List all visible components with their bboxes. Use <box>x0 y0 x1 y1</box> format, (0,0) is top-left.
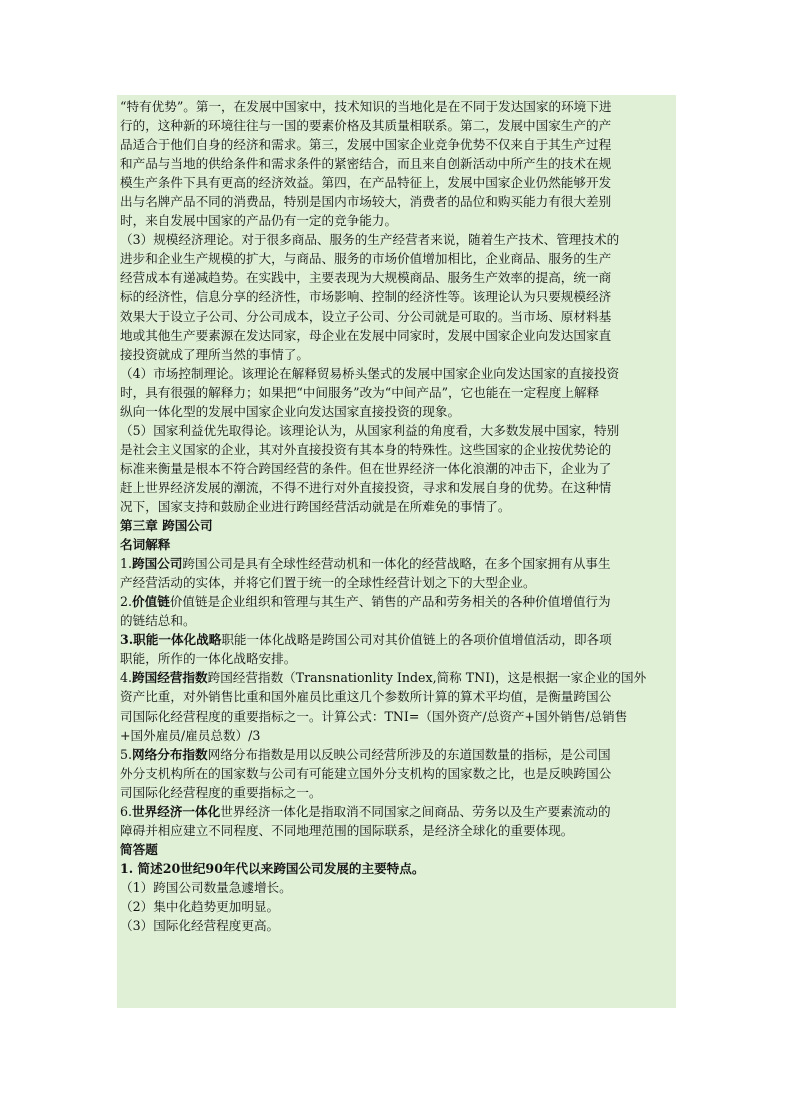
term-label: 职能一体化战略 <box>133 632 222 648</box>
line-text: 职能一体化战略是跨国公司对其价值链上的各项价值增值活动，即各项 <box>221 632 612 648</box>
line-text: 产经营活动的实体，并将它们置于统一的全球性经营计划之下的大型企业。 <box>120 575 536 591</box>
document-text-block <box>117 95 676 1008</box>
text-line <box>120 554 673 573</box>
term-label: 世界经济一体化 <box>132 803 221 819</box>
text-line <box>120 592 673 611</box>
line-text: 外分支机构所在的国家数与公司有可能建立国外分支机构的国家数之比，也是反映跨国公 <box>120 765 612 781</box>
text-line <box>120 116 673 135</box>
line-text: +国外雇员/雇员总数）/3 <box>120 727 261 743</box>
line-text: 价值链是企业组织和管理与其生产、销售的产品和劳务相关的各种价值增值行为 <box>169 594 611 610</box>
line-text: 资产比重，对外销售比重和国外雇员比重这几个参数所计算的算术平均值，是衡量跨国公 <box>120 689 612 705</box>
text-line <box>120 821 673 840</box>
text-line <box>120 230 673 249</box>
text-line <box>120 783 673 802</box>
line-text: 网络分布指数是用以反映公司经营所涉及的东道国数量的指标，是公司国 <box>207 746 611 762</box>
line-text: 出与名牌产品不同的消费品，特别是国内市场较大，消费者的品位和购买能力有很大差别 <box>120 194 612 210</box>
text-line <box>120 897 673 916</box>
line-text: 司国际化经营程度的重要指标之一。计算公式：TNI=（国外资产/总资产+国外销售/总销售 <box>120 708 628 724</box>
text-line <box>120 630 673 649</box>
line-text: （3）国际化经营程度更高。 <box>120 918 280 934</box>
line-text: 标准来衡量是根本不符合跨国经营的条件。但在世界经济一体化浪潮的冲击下，企业为了 <box>120 460 612 476</box>
line-text: （4）市场控制理论。该理论在解释贸易桥头堡式的发展中国家企业向发达国家的直接投资 <box>120 365 620 381</box>
text-line <box>120 307 673 326</box>
line-text: 品适合于他们自身的经济和需求。第三，发展中国家企业竞争优势不仅来自于其生产过程 <box>120 137 612 153</box>
line-text: 1. 简述20世纪90年代以来跨国公司发展的主要特点。 <box>120 860 425 876</box>
text-line <box>120 402 673 421</box>
line-text: 简答题 <box>120 841 158 857</box>
line-text: 模生产条件下具有更高的经济效益。第四，在产品特征上，发展中国家企业仍然能够开发 <box>120 175 612 191</box>
line-text: 标的经济性，信息分享的经济性，市场影响、控制的经济性等。该理论认为只要规模经济 <box>120 289 612 305</box>
text-line <box>120 135 673 154</box>
line-text: （1）跨国公司数量急遽增长。 <box>120 879 292 895</box>
line-text: “特有优势”。第一，在发展中国家中，技术知识的当地化是在不同于发达国家的环境下进 <box>120 99 612 114</box>
line-text: 赶上世界经济发展的潮流，不得不进行对外直接投资，寻求和发展自身的优势。在这种情 <box>120 479 612 495</box>
text-line <box>120 497 673 516</box>
text-line <box>120 878 673 897</box>
text-line <box>120 535 673 554</box>
line-text: 接投资就成了理所当然的事情了。 <box>120 346 309 362</box>
item-number: 5. <box>120 746 133 762</box>
text-line <box>120 516 673 535</box>
text-line <box>120 192 673 211</box>
line-text: 职能，所作的一体化战略安排。 <box>120 651 297 667</box>
text-line <box>120 916 673 935</box>
text-line <box>120 802 673 821</box>
line-text: 和产品与当地的供给条件和需求条件的紧密结合，而且来自创新活动中所产生的技术在规 <box>120 156 612 172</box>
text-line <box>120 687 673 706</box>
text-line <box>120 287 673 306</box>
text-line <box>120 364 673 383</box>
line-text: 障碍并相应建立不同程度、不同地理范围的国际联系，是经济全球化的重要体现。 <box>120 822 574 838</box>
line-text: 经营成本有递减趋势。在实践中，主要表现为大规模商品、服务生产效率的提高，统一商 <box>120 270 612 286</box>
term-label: 跨国经营指数 <box>132 670 208 686</box>
text-line <box>120 459 673 478</box>
line-text: 进步和企业生产规模的扩大，与商品、服务的市场价值增加相比，企业商品、服务的生产 <box>120 251 612 267</box>
text-line <box>120 707 673 726</box>
text-line <box>120 97 673 116</box>
line-text: 效果大于设立子公司、分公司成本，设立子公司、分公司就是可取的。当市场、原材料基 <box>120 308 612 324</box>
line-text: （3）规模经济理论。对于很多商品、服务的生产经营者来说，随着生产技术、管理技术的 <box>120 232 620 248</box>
text-line <box>120 154 673 173</box>
text-line <box>120 440 673 459</box>
item-number: 1. <box>120 556 133 572</box>
text-line <box>120 326 673 345</box>
text-line <box>120 421 673 440</box>
item-number: 2. <box>120 594 133 610</box>
text-line <box>120 840 673 859</box>
line-text: 时，来自发展中国家的产品仍有一定的竞争能力。 <box>120 213 398 229</box>
text-line <box>120 668 673 687</box>
term-label: 网络分布指数 <box>132 746 208 762</box>
line-text: 纵向一体化型的发展中国家企业向发达国家直接投资的现象。 <box>120 403 461 419</box>
text-line <box>120 726 673 745</box>
text-line <box>120 383 673 402</box>
text-line <box>120 345 673 364</box>
item-number: 4. <box>120 670 133 686</box>
text-line <box>120 268 673 287</box>
item-number: 3. <box>120 632 134 648</box>
line-text: 时，具有很强的解释力；如果把“中间服务”改为“中间产品”，它也能在一定程度上解释 <box>120 384 600 400</box>
line-text: 司国际化经营程度的重要指标之一。 <box>120 784 322 800</box>
line-text: 跨国公司是具有全球性经营动机和一体化的经营战略，在多个国家拥有从事生 <box>182 556 611 572</box>
text-line <box>120 745 673 764</box>
line-text: 的链结总和。 <box>120 613 196 629</box>
text-line <box>120 649 673 668</box>
text-line <box>120 573 673 592</box>
item-number: 6. <box>120 803 133 819</box>
line-text: 况下，国家支持和鼓励企业进行跨国经营活动就是在所难免的事情了。 <box>120 498 511 514</box>
text-line <box>120 611 673 630</box>
term-label: 价值链 <box>132 594 170 610</box>
line-text: 名词解释 <box>120 537 171 553</box>
line-text: 行的，这种新的环境往往与一国的要素价格及其质量相联系。第二，发展中国家生产的产 <box>120 118 612 134</box>
line-text: 世界经济一体化是指取消不同国家之间商品、劳务以及生产要素流动的 <box>220 803 611 819</box>
line-text: （2）集中化趋势更加明显。 <box>120 898 280 914</box>
text-line <box>120 764 673 783</box>
line-text: 地或其他生产要素源在发达同家，母企业在发展中同家时，发展中国家企业向发达国家直 <box>120 327 612 343</box>
text-line <box>120 859 673 878</box>
text-line <box>120 173 673 192</box>
text-line <box>120 211 673 230</box>
line-text: （5）国家利益优先取得论。该理论认为，从国家利益的角度看，大多数发展中国家，特别 <box>120 422 620 438</box>
line-text: 跨国经营指数（Transnationlity Index,简称 TNI)，这是根据一家企业的国外 <box>207 670 647 686</box>
text-line <box>120 478 673 497</box>
line-text: 是社会主义国家的企业，其对外直接投资有其本身的特殊性。这些国家的企业按优势论的 <box>120 441 612 457</box>
line-text: 第三章 跨国公司 <box>120 518 213 534</box>
term-label: 跨国公司 <box>132 556 183 572</box>
text-line <box>120 249 673 268</box>
